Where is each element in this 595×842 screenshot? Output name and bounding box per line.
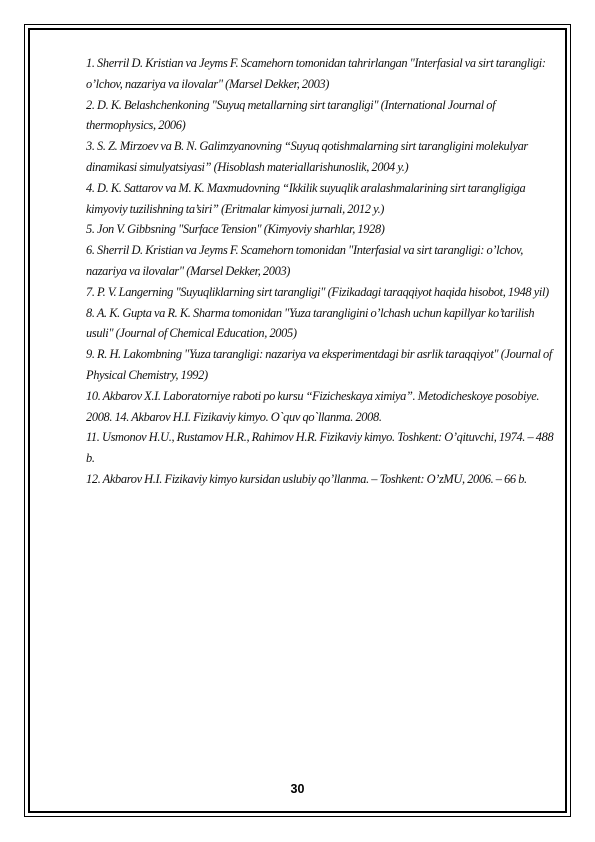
reference-item: 5. Jon V. Gibbsning "Surface Tension" (Kimyoviy sharhlar, 1928) bbox=[86, 222, 385, 237]
reference-item: 7. P. V. Langerning "Suyuqliklarning sirt tarangligi" (Fizikadagi taraqqiyot haqida hisobot, 1948 yil) bbox=[86, 284, 549, 299]
reference-item: 12. Akbarov H.I. Fizikaviy kimyo kursidan uslubiy qo’llanma. – Toshkent: O’zMU, 2006. – 66 b. bbox=[86, 471, 527, 486]
reference-item: 11. Usmonov H.U., Rustamov H.R., Rahimov H.R. Fizikaviy kimyo. Toshkent: O’qituvchi, 1974. – 488 b. bbox=[86, 430, 554, 466]
reference-item: 6. Sherril D. Kristian va Jeyms F. Scamehorn tomonidan "Interfasial va sirt tarangligi: o’lchov, nazariya va ilovalar" (Marsel Dekker, 2003) bbox=[86, 243, 524, 278]
reference-item: 9. R. H. Lakombning "Yuza tarangligi: nazariya va eksperimentdagi bir asrlik taraqqiyot" (Journal of Physical Chemistry, 1992) bbox=[86, 347, 552, 382]
reference-item: 10. Akbarov X.I. Laboratorniye raboti po kursu “Fizicheskaya ximiya”. Metodicheskoye posobiye. 2008. 14. Akbarov H.I. Fizikaviy kimyo. O`quv qo`llanma. 2008. bbox=[86, 388, 540, 424]
reference-item: 1. Sherril D. Kristian va Jeyms F. Scamehorn tomonidan tahrirlangan "Interfasial va sirt tarangligi: o’lchov, nazariya va ilovalar" (Marsel Dekker, 2003) bbox=[86, 56, 546, 91]
reference-item: 8. A. K. Gupta va R. K. Sharma tomonidan "Yuza tarangligini o’lchash uchun kapillyar ko’tarilish usuli" (Journal of Chemical Education, 2005) bbox=[86, 305, 535, 341]
page-number: 30 bbox=[290, 782, 305, 796]
reference-item: 2. D. K. Belashchenkoning "Suyuq metallarning sirt tarangligi" (International Journal of thermophysics, 2006) bbox=[86, 97, 496, 133]
reference-list bbox=[86, 53, 556, 490]
reference-item: 4. D. K. Sattarov va M. K. Maxmudovning “Ikkilik suyuqlik aralashmalarining sirt tarangligiga kimyoviy tuzilishning ta’siri” (Eritmalar kimyosi jurnali, 2012 y.) bbox=[86, 180, 526, 216]
reference-item: 3. S. Z. Mirzoev va B. N. Galimzyanovning “Suyuq qotishmalarning sirt tarangligini molekulyar dinamikasi simulyatsiyasi” (Hisoblash materiallarishunoslik, 2004 y.) bbox=[86, 139, 528, 174]
